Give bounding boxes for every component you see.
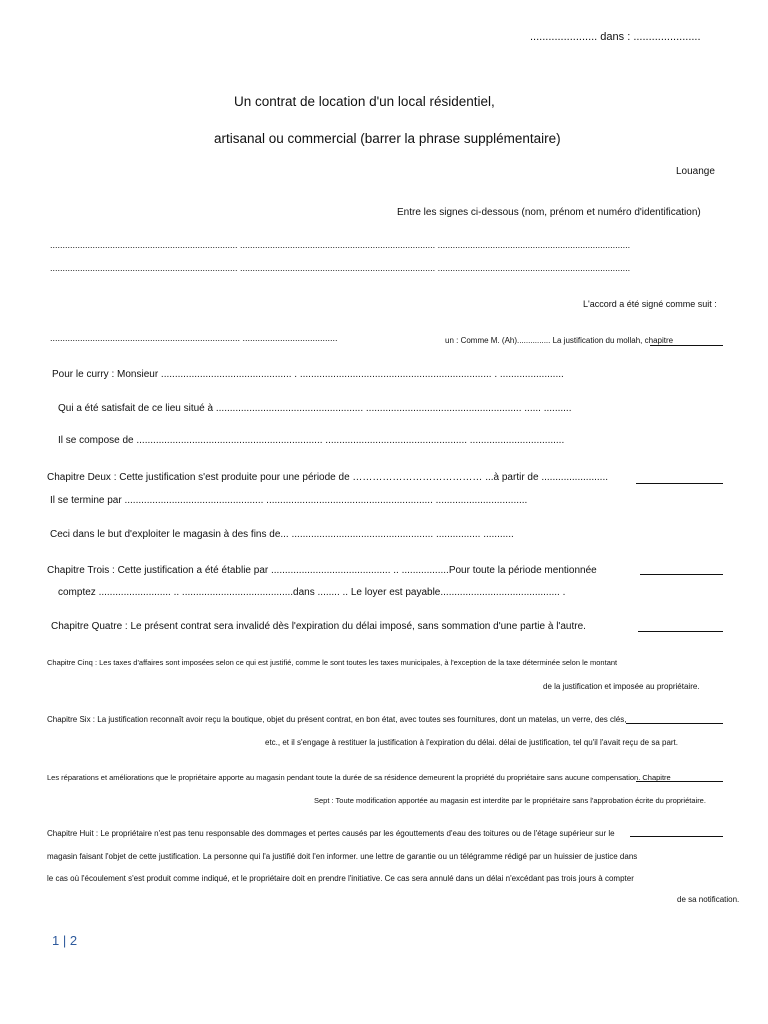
fill-underline-7	[630, 836, 723, 837]
chapter-three-line-1: Chapitre Trois : Cette justification a été établie par ........................................... .. .................Pour toute la période mentionnée	[47, 565, 597, 576]
chapter-five-line-1: Chapitre Cinq : Les taxes d'affaires sont imposées selon ce qui est justifié, comme le sont toutes les taxes municipales, à l'exception de la taxe déterminée selon le montant	[47, 658, 618, 667]
chapter-three-line-2: comptez .......................... .. ........................................dans ........ .. Le loyer est payable........................................... .	[58, 587, 566, 598]
fill-underline-4	[638, 631, 723, 632]
chapter-eight-line-4: de sa notification.	[677, 895, 740, 904]
place-date-line: ...................... dans : ......................	[530, 31, 701, 43]
fill-underline-5	[626, 723, 723, 724]
composition-line: Il se compose de ................................................................... ................................................... ..................................	[58, 435, 565, 446]
chapter-eight-line-3: le cas où l'écoulement s'est produit comme indiqué, et le propriétaire doit en prendre l'initiative. Ce cas sera annulé dans un délai n'excédant pas trois jours à compter	[47, 874, 634, 883]
title-line-1: Un contrat de location d'un local résidentiel,	[234, 94, 495, 109]
dotted-line-3: ............................................................................ ......................................	[50, 333, 338, 343]
chapter-six-line-1: Chapitre Six : La justification reconnaît avoir reçu la boutique, objet du présent contrat, en bon état, avec toutes ses fournitures, dont un matelas, un verre, des clés,	[47, 715, 627, 724]
curry-line: Pour le curry : Monsieur ............................................... . ..................................................................... . .......................	[52, 369, 564, 380]
chapter-four-line: Chapitre Quatre : Le présent contrat sera invalidé dès l'expiration du délai imposé, sans sommation d'une partie à l'autre.	[51, 621, 586, 632]
agreement-text: L'accord a été signé comme suit :	[583, 299, 717, 309]
location-line: Qui a été satisfait de ce lieu situé à ..................................................... ........................................................ ...... ..........	[58, 403, 572, 414]
page-number: 1 | 2	[52, 933, 78, 948]
praise-text: Louange	[676, 166, 715, 177]
between-signed-text: Entre les signes ci-dessous (nom, prénom et numéro d'identification)	[397, 207, 701, 218]
fill-underline-3	[640, 574, 723, 575]
dotted-line-1: ........................................................................... .............................................................................. .............................................................................	[50, 240, 631, 250]
chapter-two-line-1: Chapitre Deux : Cette justification s'est produite pour une période de ………………………………… ...à partir de ........................	[47, 472, 609, 483]
purpose-line: Ceci dans le but d'exploiter le magasin à des fins de... ................................................... ................ ...........	[50, 529, 514, 540]
chapter-seven-line: Sept : Toute modification apportée au magasin est interdite par le propriétaire sans l'approbation écrite du propriétaire.	[314, 796, 706, 805]
chapter-eight-line-1: Chapitre Huit : Le propriétaire n'est pas tenu responsable des dommages et pertes causés par les égouttements d'eau des toitures ou de l'étage supérieur sur le	[47, 829, 615, 838]
repairs-line: Les réparations et améliorations que le propriétaire apporte au magasin pendant toute la durée de sa résidence demeurent la propriété du propriétaire sans aucune compensation. Chapitre	[47, 773, 671, 782]
chapter-six-line-2: etc., et il s'engage à restituer la justification à l'expiration du délai. délai de justification, tel qu'il l'avait reçu de sa part.	[265, 738, 679, 747]
fill-underline-6	[636, 781, 723, 782]
witness-line: un : Comme M. (Ah)............... La justification du mollah, chapitre	[445, 336, 674, 345]
dotted-line-2: ........................................................................... .............................................................................. .............................................................................	[50, 263, 631, 273]
chapter-five-line-2: de la justification et imposée au propriétaire.	[543, 682, 700, 691]
fill-underline-1	[650, 345, 723, 346]
chapter-eight-line-2: magasin faisant l'objet de cette justification. La personne qui l'a justifié doit l'en informer. une lettre de garantie ou un télégramme rédigé par un huissier de justice dans	[47, 852, 638, 861]
fill-underline-2	[636, 483, 723, 484]
chapter-two-line-2: Il se termine par .................................................. ............................................................ .................................	[50, 495, 528, 506]
title-line-2: artisanal ou commercial (barrer la phrase supplémentaire)	[214, 131, 561, 146]
